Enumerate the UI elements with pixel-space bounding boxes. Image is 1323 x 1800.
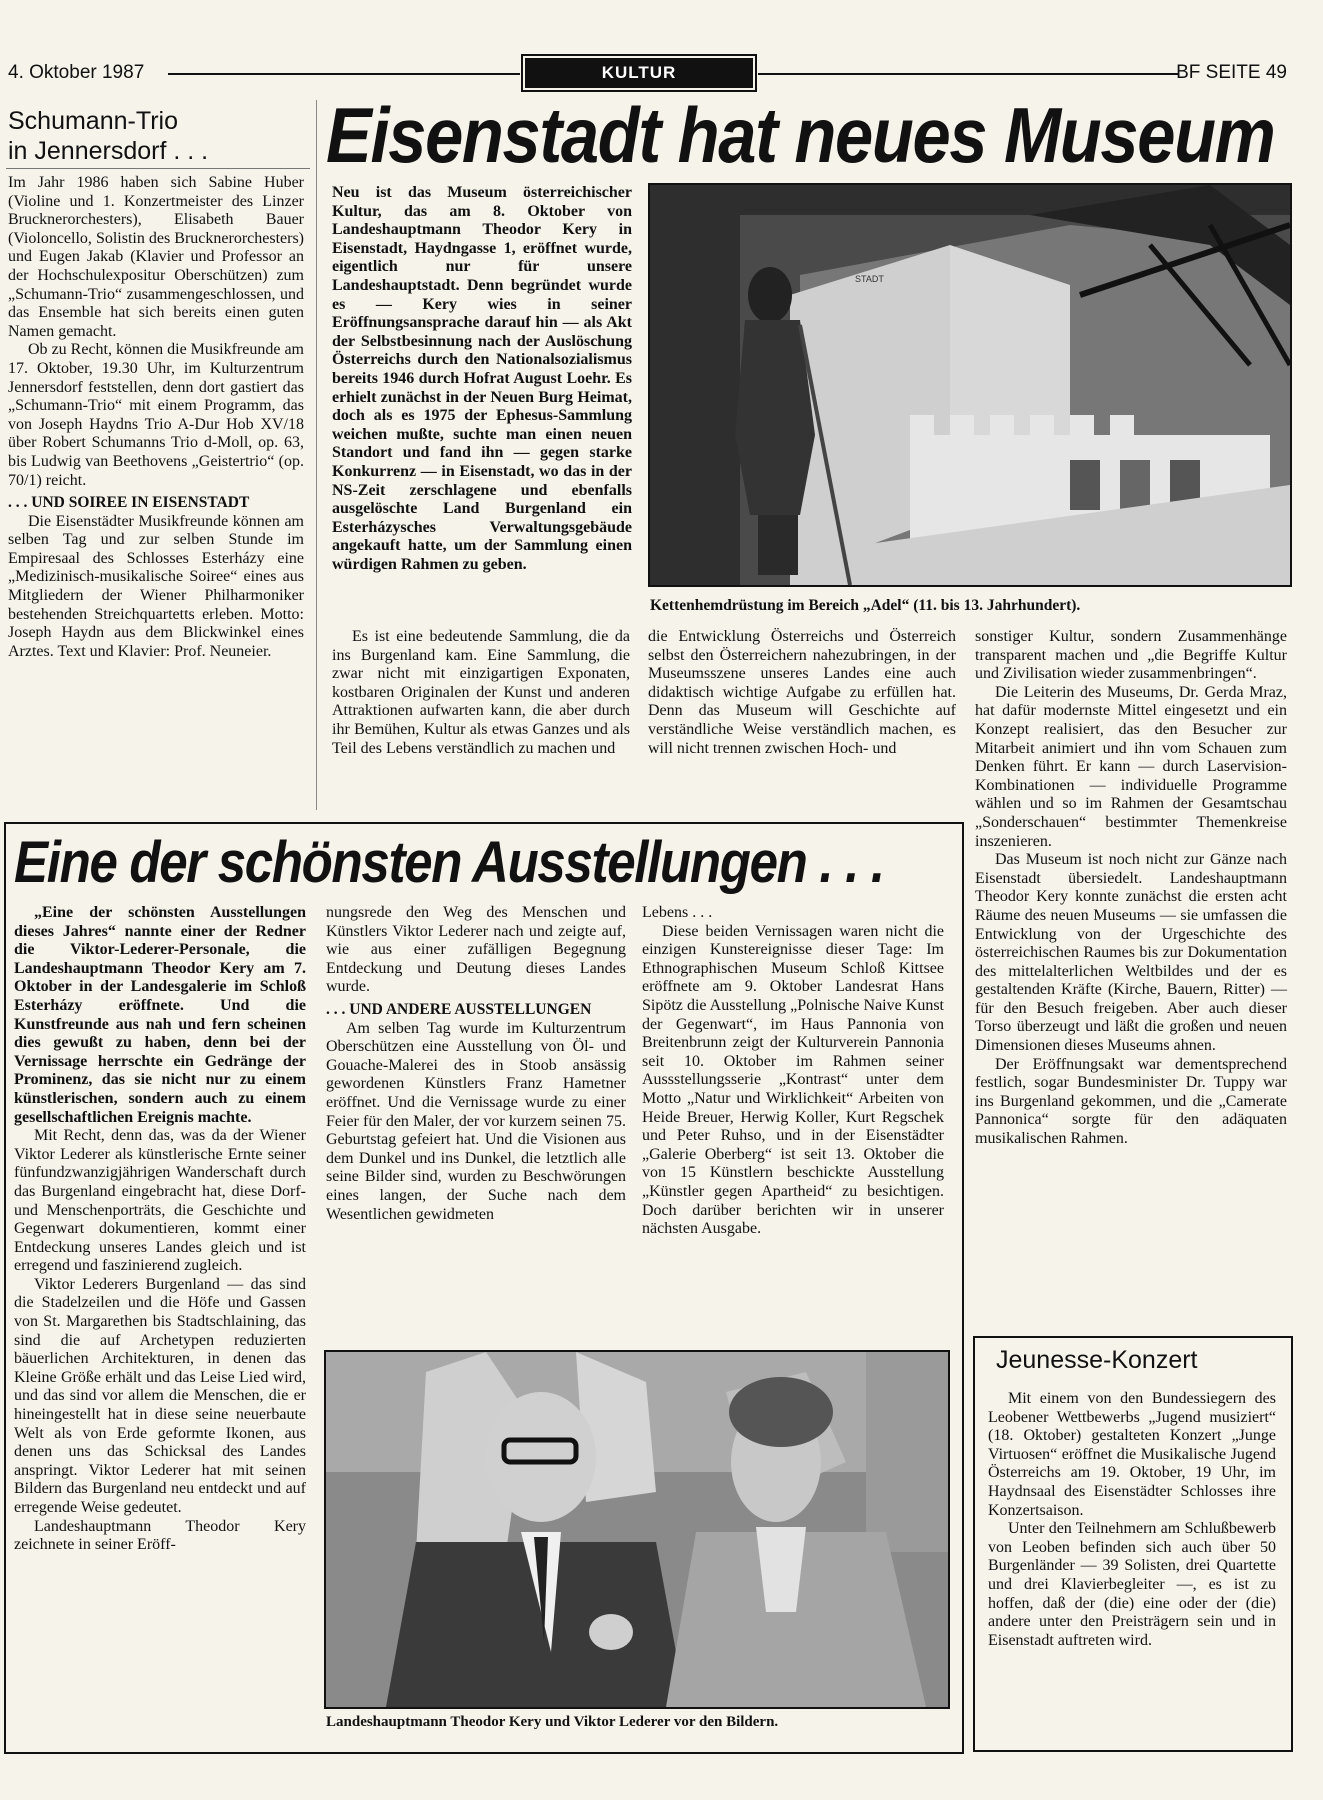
sidebar-paragraph: Ob zu Recht, können die Musikfreunde am 17. Oktober, 19.30 Uhr, im Kulturzentrum Jennersdorf feststellen, denn dort gastiert das „Schumann-Trio“ mit einem Programm, das von Joseph Haydns Trio A-Dur Hob XV/18 über Robert Schumanns Trio d-Moll, op. 63, bis Ludwig van Beethovens „Geistertrio“ (op. 70/1) reicht. <box>8 341 304 489</box>
exhibition-subhead: . . . UND ANDERE AUSSTELLUNGEN <box>326 1000 592 1018</box>
section-label: KULTUR <box>525 58 753 88</box>
museum-photo <box>648 183 1292 587</box>
museum-col3 <box>975 628 1287 1149</box>
museum-headline: Eisenstadt hat neues Museum <box>326 91 1275 179</box>
museum-col3-text: Das Museum ist noch nicht zur Gänze nach Eisenstadt übersiedelt. Landeshauptmann Theodor Kery konnte zunächst die ersten acht Räume des neuen Museums — sie umfassen die Entwicklung von der Urgeschichte des österreichischen Raumes bis zur Dokumentation des mittelalterlichen Weltbildes und der es gestaltenden Kräfte (Kirche, Bauern, Ritter) — für den Besuch freigeben. Aber auch dieser Torso überzeugt und läßt die großen und neuen Dimensionen dieses Museums ahnen. <box>975 851 1287 1055</box>
page-number: BF SEITE 49 <box>1176 62 1287 83</box>
museum-lead-text: Neu ist das Museum österreichischer Kultur, das am 8. Oktober von Landeshauptmann Theodor Kery in Eisenstadt, Haydngasse 1, eröffnet wurde, eigentlich nur für unsere Landeshauptstadt. Denn begründet wurde es — Kery wies in seiner Eröffnungsansprache darauf hin — als Akt der Selbstbesinnung nach der Auslöschung Österreichs durch den Nationalsozialismus bereits 1946 durch Hofrat August Loehr. Es erhielt zunächst in der Neuen Burg Heimat, doch als es 1975 der Ephesus-Sammlung weichen mußte, suchte man einen neuen Standort und fand ihn — gegen starke Konkurrenz — in Eisenstadt, wo das in der NS-Zeit zerschlagene und ebenfalls ausgelöschte Land Burgenland ein Esterházysches Verwaltungsgebäude angekauft hatte, um der Sammlung einen würdigen Rahmen zu geben. <box>332 184 632 573</box>
sidebar-paragraph: Im Jahr 1986 haben sich Sabine Huber (Violine und 1. Konzertmeister des Linzer Brucknerorchesters), Elisabeth Bauer (Violoncello, Solistin des Brucknerorchesters) und Eugen Jakab (Klavier und Professor an der Hochschulexpositur Oberschützen) zum „Schumann-Trio“ zusammengeschlossen, und das Ensemble hat sich bereits einen guten Namen gemacht. <box>8 174 304 340</box>
museum-col2 <box>648 628 956 758</box>
sidebar-subhead: . . . UND SOIREE IN EISENSTADT <box>8 494 250 512</box>
sidebar-title-line1: Schumann-Trio <box>8 107 178 135</box>
museum-col2-text: die Entwicklung Österreichs und Österreich selbst den Österreichern nahezubringen, in der Museumsszene unseres Landes eine auch didaktisch wichtige Aufgabe zu erfüllen hat. Denn das Museum will Geschichte auf verständliche Weise verständlich machen, es will nicht trennen zwischen Hoch- und <box>648 628 956 757</box>
column-rule <box>316 100 317 810</box>
issue-date: 4. Oktober 1987 <box>8 62 145 83</box>
exhibition-lead-text: „Eine der schönsten Ausstellungen dieses Jahres“ nannte einer der Redner die Viktor-Lederer-Personale, die Landeshauptmann Theodor Kery am 7. Oktober in der Landesgalerie im Schloß Esterházy eröffnete. Und die Kunstfreunde aus nah und fern scheinen dies gewußt zu haben, denn bei der Vernissage herrschte ein Gedränge der Prominenz, das sie nicht nur zu einem künstlerischen, sondern auch zu einem gesellschaftlichen Ereignis machte. <box>14 904 306 1126</box>
museum-photo-image <box>650 185 1290 585</box>
jeunesse-title: Jeunesse-Konzert <box>996 1346 1198 1374</box>
museum-col3-text: Die Leiterin des Museums, Dr. Gerda Mraz, hat dafür modernste Mittel eingesetzt und ein Konzept realisiert, das den Besucher zur Mitarbeit animiert und ihn vom Schauen zum Denken führt. Er kann — durch Laservision-Kombinationen — individuelle Programme wählen und so im Rahmen der Gesamtschau „Sonderschauen“ bestimmter Themenkreise inszenieren. <box>975 683 1287 850</box>
exhibition-photo-image <box>326 1352 948 1707</box>
exhibition-col1 <box>14 904 306 1555</box>
header-rule-right <box>758 73 1178 75</box>
sidebar-title <box>8 106 208 166</box>
exhibition-col3-text: Lebens . . . <box>642 904 713 921</box>
sidebar-divider <box>6 168 310 169</box>
jeunesse-text <box>988 1390 1276 1650</box>
header-rule-left <box>168 73 520 75</box>
photo-sign-text: STADT <box>855 274 884 284</box>
museum-col1-text: Es ist eine bedeutende Sammlung, die da ins Burgenland kam. Eine Sammlung, die zwar nicht mit einzigartigen Exponaten, kostbaren Originalen der Kunst und anderen Attraktionen aufwarten kann, die aber durch ihr Bemühen, Kultur als etwas Ganzes und als Teil des Lebens verständlich zu machen und <box>332 628 630 757</box>
jeunesse-paragraph: Unter den Teilnehmern am Schlußbewerb von Leoben befinden sich auch über 50 Burgenländer — 39 Solisten, drei Quartette und drei Klavierbegleiter —, es ist zu hoffen, daß der (die) eine oder der (die) andere unter den Preisträgern sein und in Eisenstadt auftreten wird. <box>988 1520 1276 1649</box>
museum-col3-text: sonstiger Kultur, sondern Zusammenhänge transparent machen und „die Begriffe Kultur und Zivilisation wieder zusammenbringen“. <box>975 628 1287 683</box>
exhibition-col3 <box>642 904 944 1239</box>
sidebar-text <box>8 174 304 661</box>
museum-col1 <box>332 628 630 758</box>
exhibition-photo <box>324 1350 950 1709</box>
exhibition-col2 <box>326 904 626 1224</box>
jeunesse-paragraph: Mit einem von den Bundessiegern des Leobener Wettbewerbs „Jugend musiziert“ (18. Oktober) gestalteten Konzert „Junge Virtuosen“ eröffnet die Musikalische Jugend Österreichs am 19. Oktober, 19 Uhr, im Haydnsaal des Eisenstädter Schlosses ihre Konzertsaison. <box>988 1390 1276 1519</box>
museum-lead <box>332 184 632 574</box>
exhibition-photo-caption: Landeshauptmann Theodor Kery und Viktor Lederer vor den Bildern. <box>326 1714 779 1730</box>
exhibition-col3-text: Diese beiden Vernissagen waren nicht die einzigen Kunstereignisse dieser Tage: Im Ethnographischen Museum Schloß Kittsee eröffnete am 9. Oktober Landesrat Hans Sipötz die Ausstellung „Polnische Naive Kunst der Gegenwart“, im Haus Pannonia von Breitenbrunn zeigt der Kulturverein Pannonia seit 10. Oktober im Rahmen seiner Aussstellungsserie „Kontrast“ unter dem Motto „Natur und Wirklichkeit“ Arbeiten von Heide Breuer, Herwig Koller, Kurt Regschek und Peter Ruhso, und in der Eisenstädter „Galerie Oberberg“ ist seit 13. Oktober die von 15 Künstlern beschickte Ausstellung „Künstler gegen Apartheid“ zu besichtigen. Doch darüber berichten wir in unserer nächsten Ausgabe. <box>642 922 944 1238</box>
exhibition-col1-text: Mit Recht, denn das, was da der Wiener Viktor Lederer als künstlerische Ernte seiner fünfundzwanzigjährigen Wanderschaft durch das Burgenland eingebracht hat, diese Dorf- und Menschenporträts, die Geschichte und Gegenwart dokumentieren, kommt einer Entdeckung unseres Landes gleich und ist erregend und faszinierend zugleich. <box>14 1127 306 1275</box>
exhibition-col1-text: Landeshauptmann Theodor Kery zeichnete in seiner Eröff- <box>14 1517 306 1554</box>
museum-photo-caption: Kettenhemdrüstung im Bereich „Adel“ (11. bis 13. Jahrhundert). <box>650 597 1081 614</box>
exhibition-col2-text: Am selben Tag wurde im Kulturzentrum Oberschützen eine Ausstellung von Öl- und Gouache-Malerei des in Stoob ansässig gewordenen Künstlers Franz Hametner eröffnet. Und die Vernissage wurde zu einer Feier für den Maler, der vor kurzem seinen 75. Geburtstag gefeiert hat. Und die Visionen aus dem Dunkel und ins Dunkel, die letztlich alle seine Bilder sind, wurden zu Beschwörungen eines langen, der Suche nach dem Wesentlichen gewidmeten <box>326 1019 626 1223</box>
exhibition-headline: Eine der schönsten Ausstellungen . . . <box>14 830 884 895</box>
exhibition-col2-text: nungsrede den Weg des Menschen und Künstlers Viktor Lederer nach und zeigte auf, wie aus einer zufälligen Begegnung Entdeckung und Deutung dieses Landes wurde. <box>326 904 626 996</box>
sidebar-paragraph: Die Eisenstädter Musikfreunde können am selben Tag und zur selben Stunde im Empiresaal des Schlosses Esterházy eine „Medizinisch-musikalische Soiree“ eines aus Mitgliedern der Wiener Philharmoniker bestehenden Streichquartetts erleben. Motto: Joseph Haydn aus dem Blickwinkel eines Arztes. Text und Klavier: Prof. Neuneier. <box>8 512 304 660</box>
exhibition-col1-text: Viktor Lederers Burgenland — das sind die Stadelzeilen und die Höfe und Gassen von St. Margarethen bis Stadtschlaining, das sind die auf Archetypen reduzierten bäuerlichen Architekturen, in denen das Kleine Größe erhält und das Leise Lied wird, und das sind vor allem die Menschen, die er hineingestellt hat in diese seine neuerbaute Welt als von Erde geformte Ikonen, aus denen uns das Schicksal des Landes anspringt. Viktor Lederer hat mit seinen Bildern das Burgenland neu entdeckt und auf erregende Weise gedeutet. <box>14 1275 306 1516</box>
sidebar-title-line2: in Jennersdorf . . . <box>8 137 209 165</box>
museum-col3-text: Der Eröffnungsakt war dementsprechend festlich, sogar Bundesminister Dr. Tuppy war ins Burgenland gekommen, und die „Camerate Pannonica“ sorgte für den adäquaten musikalischen Rahmen. <box>975 1055 1287 1148</box>
